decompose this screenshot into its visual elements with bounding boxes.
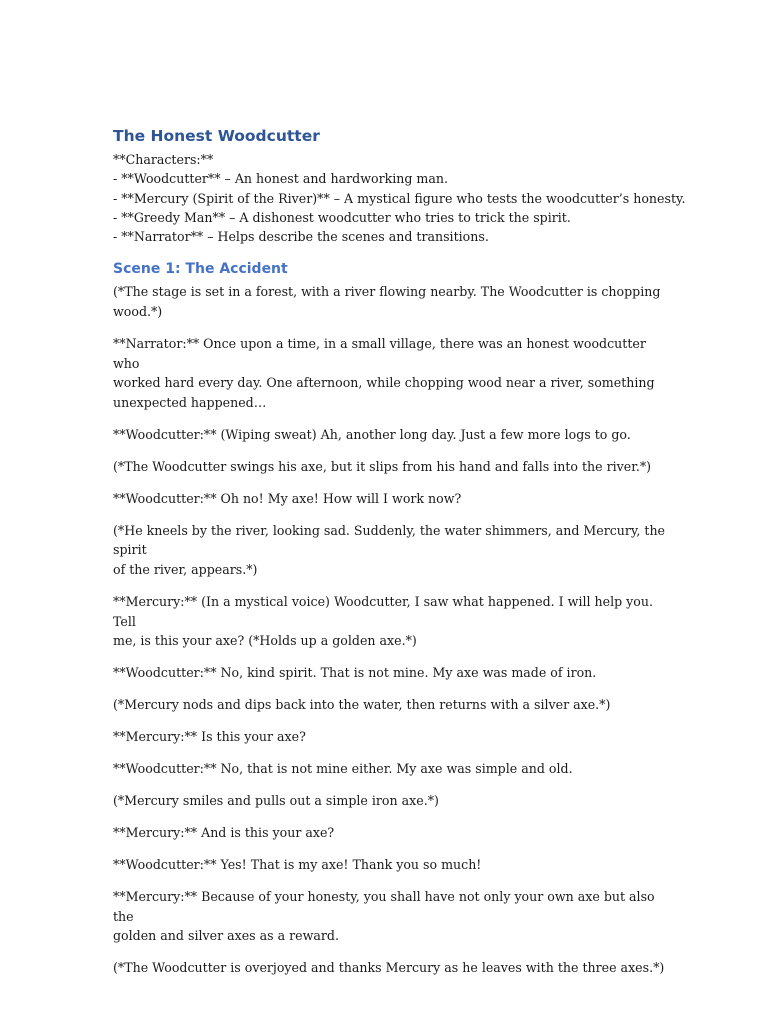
paragraph-line: **Woodcutter:** Oh no! My axe! How will I work now? [113,490,462,506]
paragraph-line: me, is this your axe? (*Holds up a golden axe.*) [113,633,417,649]
character-woodcutter: - **Woodcutter** – An honest and hardworking man. [113,171,448,187]
paragraph-line: (*The Woodcutter is overjoyed and thanks Mercury as he leaves with the three axes.*) [113,960,665,976]
paragraph [113,727,673,747]
paragraph-line: (*The stage is set in a forest, with a river flowing nearby. The Woodcutter is chopping [113,284,661,300]
paragraph [113,592,673,651]
paragraph [113,663,673,683]
paragraph-line: **Woodcutter:** No, that is not mine either. My axe was simple and old. [113,761,573,777]
paragraph [113,887,673,946]
scene-1-body [113,282,673,977]
paragraph-line: **Woodcutter:** No, kind spirit. That is not mine. My axe was made of iron. [113,665,597,681]
paragraph [113,695,673,715]
paragraph-line: **Woodcutter:** (Wiping sweat) Ah, another long day. Just a few more logs to go. [113,426,631,442]
paragraph [113,855,673,875]
document-page [113,126,686,990]
paragraph [113,823,673,843]
paragraph [113,282,673,321]
paragraph-line: golden and silver axes as a reward. [113,928,339,944]
paragraph-line: **Narrator:** Once upon a time, in a small village, there was an honest woodcutter who [113,336,646,371]
scene-1-heading: Scene 1: The Accident [113,261,288,278]
paragraph-line: **Mercury:** (In a mystical voice) Woodcutter, I saw what happened. I will help you. Tell [113,593,653,629]
paragraph-line: (*Mercury smiles and pulls out a simple iron axe.*) [113,793,439,809]
characters-header: **Characters:** [113,152,214,167]
paragraph-line: wood.*) [113,304,163,320]
paragraph-line: worked hard every day. One afternoon, while chopping wood near a river, something [113,375,655,391]
paragraph-line: of the river, appears.*) [113,561,258,577]
paragraph [113,791,673,811]
paragraph-line: (*He kneels by the river, looking sad. Suddenly, the water shimmers, and Mercury, the spirit [113,522,666,558]
paragraph [113,489,673,509]
paragraph-line: **Mercury:** Is this your axe? [113,729,306,745]
character-greedy-man: - **Greedy Man** – A dishonest woodcutter who tries to trick the spirit. [113,209,571,225]
paragraph [113,425,673,445]
paragraph [113,521,673,580]
paragraph-line: **Mercury:** And is this your axe? [113,825,335,841]
paragraph [113,958,673,978]
characters-section [113,150,686,246]
character-narrator: - **Narrator** – Helps describe the scenes and transitions. [113,229,489,245]
paragraph [113,457,673,477]
paragraph-line: (*Mercury nods and dips back into the water, then returns with a silver axe.*) [113,697,611,713]
character-mercury: - **Mercury (Spirit of the River)** – A mystical figure who tests the woodcutter’s honesty. [113,190,686,206]
paragraph-line: unexpected happened… [113,394,267,410]
document-title: The Honest Woodcutter [113,127,320,145]
paragraph-line: **Mercury:** Because of your honesty, you shall have not only your own axe but also the [113,889,655,924]
paragraph-line: **Woodcutter:** Yes! That is my axe! Thank you so much! [113,857,482,873]
paragraph [113,759,673,779]
paragraph [113,334,673,412]
paragraph-line: (*The Woodcutter swings his axe, but it slips from his hand and falls into the river.*) [113,458,652,474]
